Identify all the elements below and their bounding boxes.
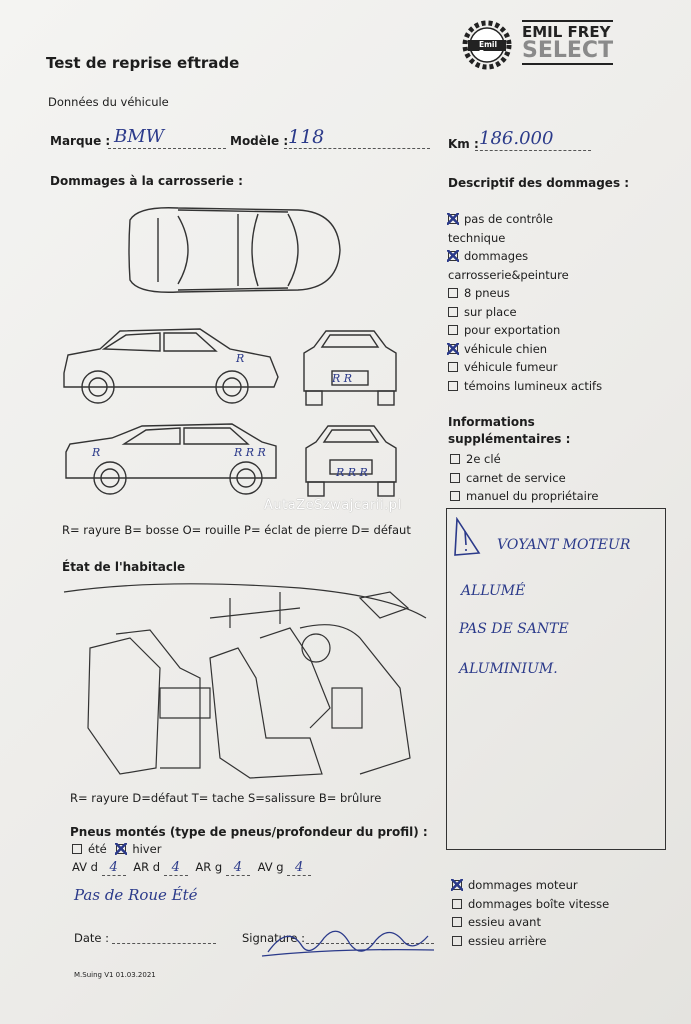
checkbox[interactable] [448, 325, 458, 335]
damage-item[interactable]: 8 pneus [448, 284, 678, 303]
checkbox[interactable] [448, 381, 458, 391]
date-field[interactable] [112, 931, 216, 944]
damage-mark-rear: R R R [336, 466, 368, 479]
damage-mark-left-rear: R R R [234, 446, 266, 459]
tires-section-title: Pneus montés (type de pneus/profondeur du profil) : [70, 825, 428, 839]
checkbox[interactable] [452, 899, 462, 909]
checkbox[interactable] [450, 454, 460, 464]
damage-item[interactable]: pour exportation [448, 321, 678, 340]
engine-list [452, 876, 609, 950]
brand-line1: EMIL FREY [522, 23, 611, 41]
vehicle-section-title: Données du véhicule [48, 95, 169, 109]
car-top-view [118, 198, 346, 302]
logo-gear-text: Emil Frey [478, 40, 498, 58]
info-item[interactable]: carnet de service [450, 469, 598, 488]
note-line3: PAS DE SANTE [459, 621, 569, 637]
car-front-view [296, 327, 404, 411]
checkbox[interactable] [452, 936, 462, 946]
marque-field[interactable]: BMW [108, 126, 226, 149]
km-label: Km : [448, 137, 479, 151]
damage-item[interactable]: témoins lumineux actifs [448, 377, 678, 396]
avg-field[interactable]: 4 [287, 860, 311, 876]
modele-field[interactable]: 118 [284, 126, 430, 149]
checkbox[interactable] [448, 251, 458, 261]
checkbox[interactable] [448, 344, 458, 354]
damage-item[interactable]: sur place [448, 303, 678, 322]
car-interior-drawing [60, 578, 430, 784]
tires-note: Pas de Roue Été [74, 886, 198, 904]
info-list [450, 450, 598, 506]
info-section-title: Informations supplémentaires : [448, 415, 571, 446]
note-line4: ALUMINIUM. [459, 661, 558, 677]
damage-item-cont: carrosserie&peinture [448, 267, 569, 282]
body-section-title: Dommages à la carrosserie : [50, 174, 243, 188]
damages-section-title: Descriptif des dommages : [448, 176, 630, 190]
info-item[interactable]: 2e clé [450, 450, 598, 469]
info-item[interactable]: manuel du propriétaire [450, 487, 598, 506]
checkbox[interactable] [452, 917, 462, 927]
checkbox[interactable] [448, 214, 458, 224]
damage-item[interactable]: dommages [448, 247, 678, 266]
interior-section-title: État de l'habitacle [62, 560, 186, 574]
arg-field[interactable]: 4 [226, 860, 250, 876]
hiver-checkbox[interactable] [116, 844, 126, 854]
brand-line2: SELECT [522, 38, 614, 63]
form-title: Test de reprise eftrade [46, 54, 240, 72]
form-version: M.Suing V1 01.03.2021 [74, 971, 156, 979]
engine-item[interactable]: essieu arrière [452, 932, 609, 951]
checkbox[interactable] [448, 307, 458, 317]
engine-item[interactable]: essieu avant [452, 913, 609, 932]
tire-type: été hiver [72, 842, 161, 856]
modele-label: Modèle : [230, 134, 289, 148]
interior-legend: R= rayure D=défaut T= tache S=salissure B= brûlure [70, 791, 382, 805]
ard-field[interactable]: 4 [164, 860, 188, 876]
checkbox[interactable] [452, 880, 462, 890]
date-label: Date : [74, 931, 110, 945]
signature [258, 918, 438, 962]
km-field[interactable]: 186.000 [475, 128, 591, 151]
note-line2: ALLUMÉ [461, 583, 526, 599]
damage-mark-front: R R [332, 372, 353, 385]
damage-item[interactable]: véhicule fumeur [448, 358, 678, 377]
signature-label: Signature : [242, 931, 306, 945]
damages-list [448, 210, 678, 395]
damage-item[interactable]: véhicule chien [448, 340, 678, 359]
damage-mark-left: R [92, 446, 101, 459]
ete-checkbox[interactable] [72, 844, 82, 854]
car-rear-view [298, 422, 404, 502]
warning-icon [453, 517, 483, 561]
engine-item[interactable]: dommages moteur [452, 876, 609, 895]
avd-field[interactable]: 4 [102, 860, 126, 876]
marque-label: Marque : [50, 134, 111, 148]
damage-item[interactable]: pas de contrôle [448, 210, 678, 229]
damage-item-cont: technique [448, 230, 506, 245]
engine-item[interactable]: dommages boîte vitesse [452, 895, 609, 914]
emil-frey-logo [462, 20, 512, 70]
watermark: AutaZeSzwajcarii.pl [264, 498, 402, 513]
brand-logo [522, 20, 613, 65]
checkbox[interactable] [448, 362, 458, 372]
body-legend: R= rayure B= bosse O= rouille P= éclat de pierre D= défaut [62, 523, 411, 537]
checkbox[interactable] [450, 473, 460, 483]
checkbox[interactable] [450, 491, 460, 501]
damage-mark-right: R [236, 352, 245, 365]
note-line1: VOYANT MOTEUR [497, 537, 631, 553]
car-left-side-view [62, 420, 280, 500]
tire-depths: AV d 4 AR d 4 AR g 4 AV g 4 [72, 860, 311, 876]
checkbox[interactable] [448, 288, 458, 298]
notes-box[interactable] [446, 508, 666, 850]
car-right-side-view [60, 325, 282, 409]
